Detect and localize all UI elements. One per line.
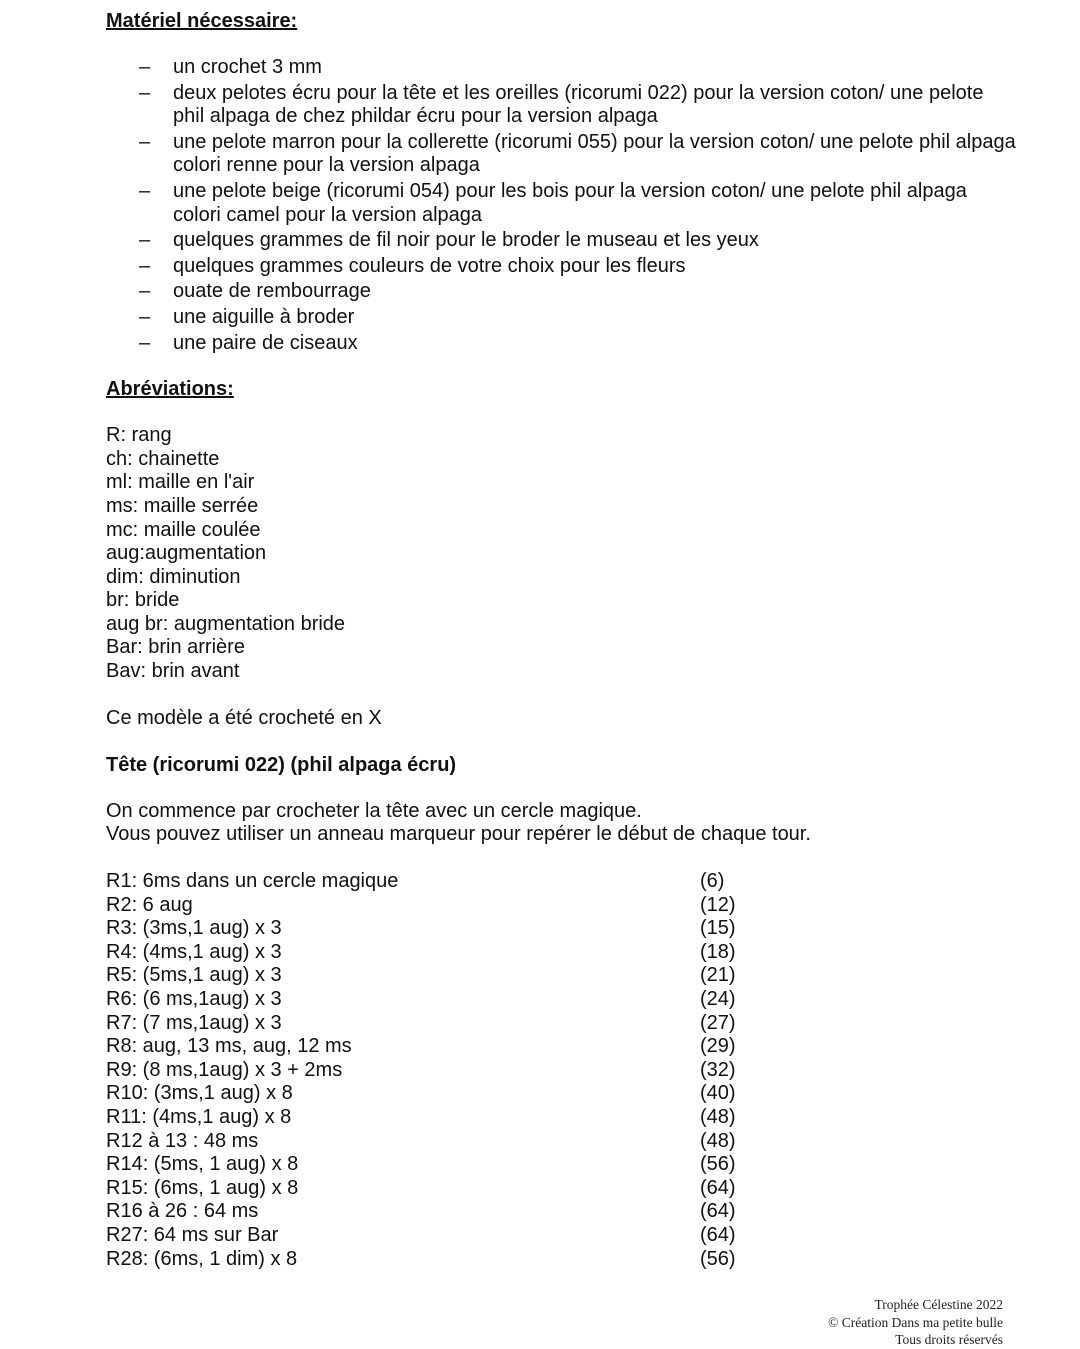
materiel-item-text: quelques grammes de fil noir pour le broder le museau et les yeux <box>173 229 759 252</box>
abreviation-item: Bar: brin arrière <box>106 636 245 659</box>
pattern-row <box>106 941 1016 965</box>
pattern-row <box>106 1106 1016 1130</box>
row-instruction: R6: (6 ms,1aug) x 3 <box>106 988 282 1010</box>
pattern-row <box>106 1035 1016 1059</box>
list-item <box>106 255 1016 279</box>
pattern-row <box>106 1012 1016 1036</box>
abreviation-item: ml: maille en l'air <box>106 471 255 494</box>
materiel-item-text: une paire de ciseaux <box>173 331 358 354</box>
list-dash: – <box>139 130 151 153</box>
pattern-row <box>106 1082 1016 1106</box>
abreviation-item: br: bride <box>106 589 180 612</box>
materiel-item-text: deux pelotes écru pour la tête et les oreilles (ricorumi 022) pour la version coton/ une pelote phil alpaga de chez phildar écru pour la version alpaga <box>173 81 984 128</box>
abreviation-item: R: rang <box>106 424 172 447</box>
row-count: (15) <box>700 917 736 940</box>
row-instruction: R5: (5ms,1 aug) x 3 <box>106 964 282 987</box>
list-dash: – <box>139 81 151 104</box>
row-instruction: R10: (3ms,1 aug) x 8 <box>106 1082 293 1105</box>
list-dash: – <box>139 56 151 78</box>
abreviation-item: ch: chainette <box>106 447 220 470</box>
row-count: (64) <box>700 1176 736 1199</box>
row-instruction: R11: (4ms,1 aug) x 8 <box>106 1105 292 1128</box>
row-instruction: R28: (6ms, 1 dim) x 8 <box>106 1247 298 1270</box>
row-instruction: R15: (6ms, 1 aug) x 8 <box>106 1176 299 1199</box>
copyright-footer <box>828 1296 1003 1349</box>
abreviation-item: dim: diminution <box>106 565 241 588</box>
pattern-row <box>106 917 1016 941</box>
row-count: (64) <box>700 1200 736 1223</box>
row-instruction: R3: (3ms,1 aug) x 3 <box>106 917 282 940</box>
row-count: (29) <box>700 1035 736 1058</box>
list-dash: – <box>139 179 151 202</box>
list-item <box>106 82 1016 129</box>
pattern-row <box>106 1059 1016 1083</box>
row-count: (32) <box>700 1058 736 1081</box>
row-instruction: R2: 6 aug <box>106 893 193 916</box>
list-dash: – <box>139 331 151 354</box>
materiel-item-text: une pelote marron pour la collerette (ricorumi 055) pour la version coton/ une pelote phil alpaga colori renne pour la version alpaga <box>173 130 1016 177</box>
abreviations-list <box>106 424 1016 684</box>
tete-intro <box>106 800 1016 847</box>
materiel-item-text: une aiguille à broder <box>173 305 355 328</box>
pattern-row <box>106 1248 1016 1272</box>
list-dash: – <box>139 280 151 303</box>
crochet-note: Ce modèle a été crocheté en X <box>106 706 382 729</box>
intro-line: On commence par crocheter la tête avec un cercle magique. <box>106 799 642 822</box>
materiel-list <box>106 56 1016 355</box>
materiel-item-text: quelques grammes couleurs de votre choix pour les fleurs <box>173 254 686 277</box>
row-count: (6) <box>700 870 725 893</box>
abreviation-item: aug br: augmentation bride <box>106 612 346 635</box>
row-instruction: R8: aug, 13 ms, aug, 12 ms <box>106 1035 352 1058</box>
abreviation-item: aug:augmentation <box>106 542 267 565</box>
footer-line: Tous droits réservés <box>895 1332 1003 1347</box>
materiel-item-text: une pelote beige (ricorumi 054) pour les bois pour la version coton/ une pelote phil alpaga colori camel pour la version alpaga <box>173 179 967 226</box>
pattern-row <box>106 1200 1016 1224</box>
tete-rows <box>106 870 1016 1271</box>
abreviation-item: Bav: brin avant <box>106 660 240 683</box>
abreviations-heading: Abréviations: <box>106 378 234 401</box>
materiel-heading: Matériel nécessaire: <box>106 10 298 32</box>
row-count: (12) <box>700 893 736 916</box>
row-instruction: R1: 6ms dans un cercle magique <box>106 870 399 893</box>
list-item <box>106 229 1016 253</box>
pattern-row <box>106 1177 1016 1201</box>
list-item <box>106 131 1016 178</box>
row-count: (48) <box>700 1129 736 1152</box>
list-dash: – <box>139 305 151 328</box>
footer-line: Trophée Célestine 2022 <box>874 1297 1003 1312</box>
list-dash: – <box>139 254 151 277</box>
abreviation-item: mc: maille coulée <box>106 518 261 541</box>
row-instruction: R9: (8 ms,1aug) x 3 + 2ms <box>106 1058 343 1081</box>
row-instruction: R27: 64 ms sur Bar <box>106 1223 279 1246</box>
pattern-row <box>106 1130 1016 1154</box>
pattern-row <box>106 870 1016 894</box>
row-count: (56) <box>700 1153 736 1176</box>
row-count: (27) <box>700 1011 736 1034</box>
materiel-item-text: un crochet 3 mm <box>173 56 322 78</box>
document-page <box>106 8 1016 1271</box>
list-item <box>106 180 1016 227</box>
row-count: (40) <box>700 1082 736 1105</box>
footer-line: © Création Dans ma petite bulle <box>828 1314 1003 1330</box>
row-count: (21) <box>700 964 736 987</box>
tete-heading: Tête (ricorumi 022) (phil alpaga écru) <box>106 754 457 777</box>
row-instruction: R4: (4ms,1 aug) x 3 <box>106 940 282 963</box>
list-dash: – <box>139 229 151 252</box>
pattern-row <box>106 964 1016 988</box>
pattern-row <box>106 1224 1016 1248</box>
list-item <box>106 332 1016 356</box>
pattern-row <box>106 988 1016 1012</box>
list-item <box>106 280 1016 304</box>
pattern-row <box>106 1153 1016 1177</box>
row-count: (64) <box>700 1223 736 1246</box>
intro-line: Vous pouvez utiliser un anneau marqueur pour repérer le début de chaque tour. <box>106 823 811 846</box>
row-count: (24) <box>700 988 736 1010</box>
abreviation-item: ms: maille serrée <box>106 494 259 517</box>
list-item <box>106 56 1016 80</box>
row-instruction: R7: (7 ms,1aug) x 3 <box>106 1011 282 1034</box>
row-count: (56) <box>700 1247 736 1270</box>
row-count: (48) <box>700 1105 736 1128</box>
row-count: (18) <box>700 940 736 963</box>
row-instruction: R12 à 13 : 48 ms <box>106 1129 259 1152</box>
row-instruction: R14: (5ms, 1 aug) x 8 <box>106 1153 299 1176</box>
list-item <box>106 306 1016 330</box>
materiel-item-text: ouate de rembourrage <box>173 280 371 303</box>
row-instruction: R16 à 26 : 64 ms <box>106 1200 259 1223</box>
pattern-row <box>106 894 1016 918</box>
